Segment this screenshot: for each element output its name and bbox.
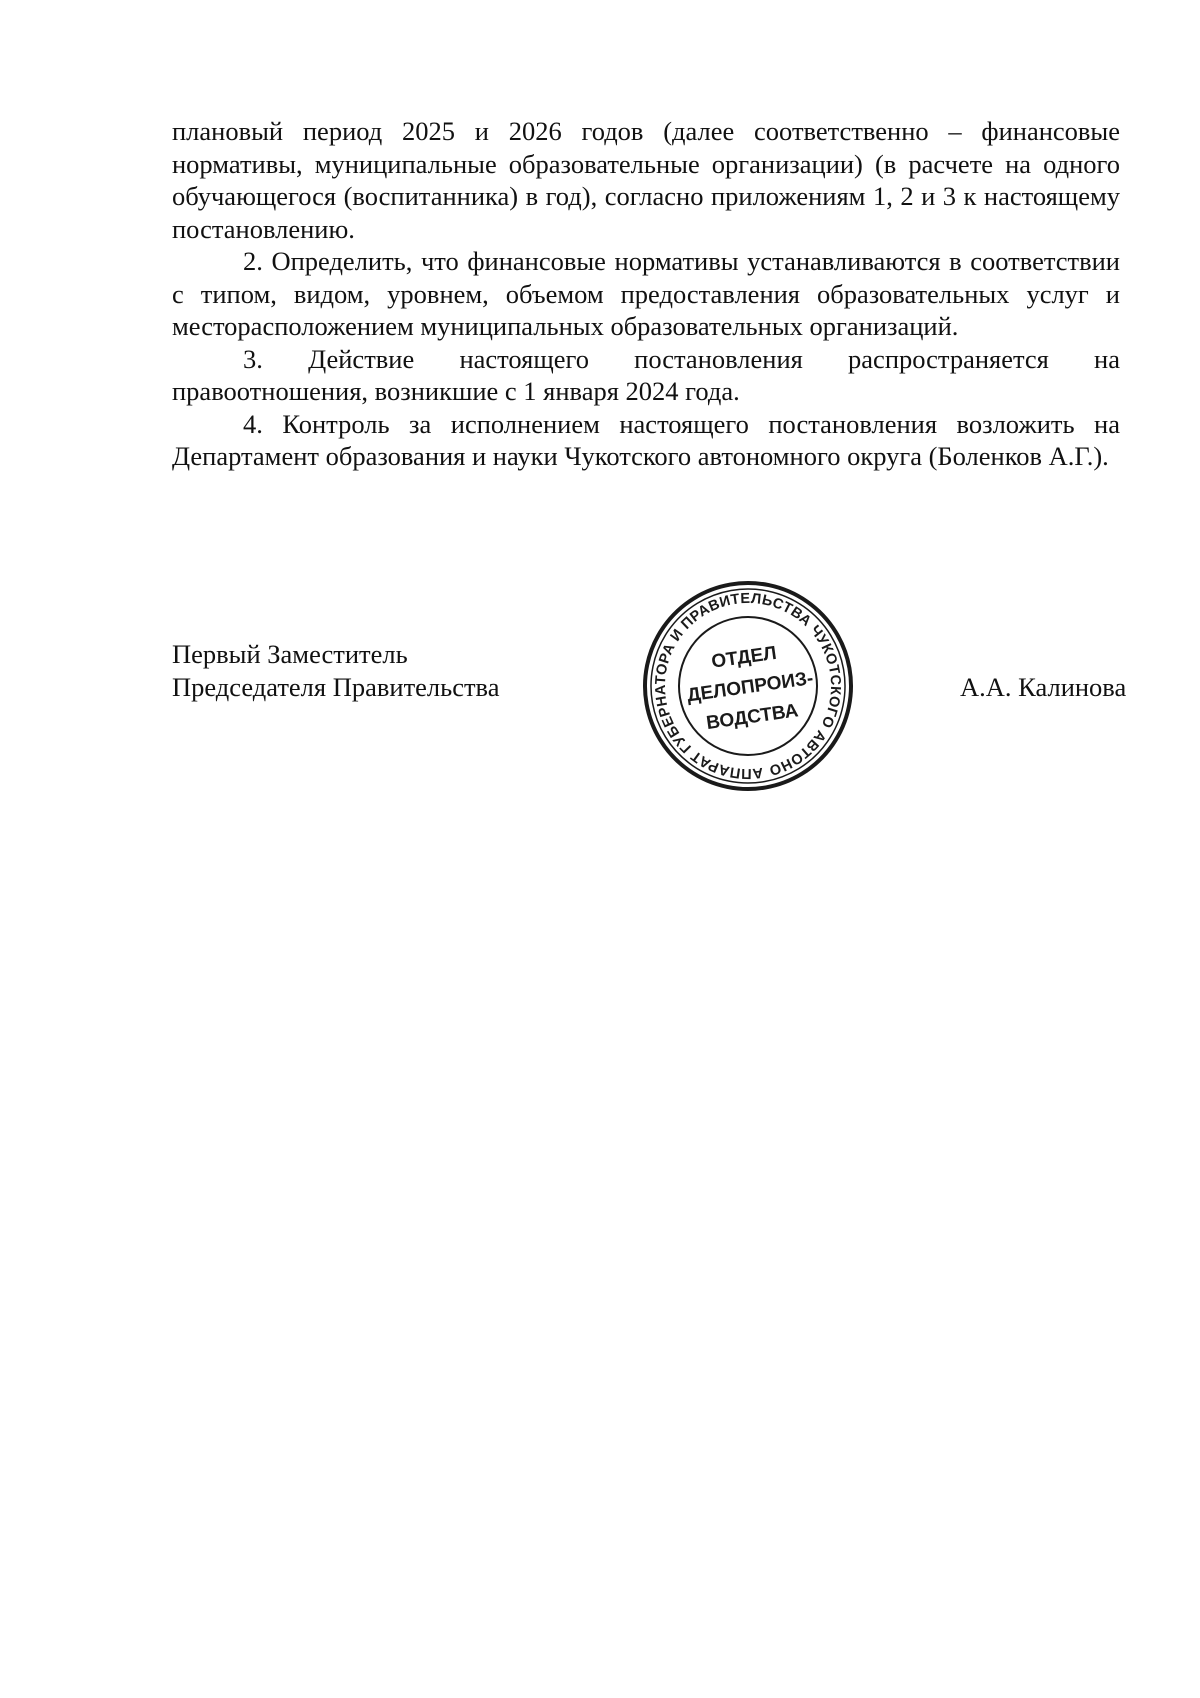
seal-center-line-3: ВОДСТВА [705,700,800,735]
paragraph-item-2: 2. Определить, что финансовые нормативы устанавливаются в соответствии с типом, видом, уровнем, объемом предоставления образовательных услуг и месторасположением муниципальных образовательных организаций. [172,246,1120,341]
paragraph-continuation: плановый период 2025 и 2026 годов (далее соответственно – финансовые нормативы, муниципальные образовательные организации) (в расчете на одного обучающегося (воспитанника) в год), согласно приложениям 1, 2 и 3 к настоящему постановлению. [172,116,1120,244]
official-seal-stamp [638,576,858,796]
seal-icon [638,576,858,796]
signer-position-line-2: Председателя Правительства [172,671,500,702]
seal-ring-text: АППАРАТ ГУБЕРНАТОРА И ПРАВИТЕЛЬСТВА ЧУКОТСКОГО АВТОНОМНОГО [652,590,844,782]
seal-center-line-1: ОТДЕЛ [710,642,778,673]
signer-name: А.А. Калинова [960,672,1127,702]
signer-position [172,638,500,703]
paragraph-item-3: 3. Действие настоящего постановления распространяется на правоотношения, возникшие с 1 января 2024 года. [172,343,1120,406]
signer-position-line-1: Первый Заместитель [172,639,408,669]
seal-center-line-2: ДЕЛОПРОИЗ- [685,667,815,707]
paragraph-item-4: 4. Контроль за исполнением настоящего постановления возложить на Департамент образования и науки Чукотского автономного округа (Боленков А.Г.). [172,408,1120,471]
document-body [172,115,1120,473]
